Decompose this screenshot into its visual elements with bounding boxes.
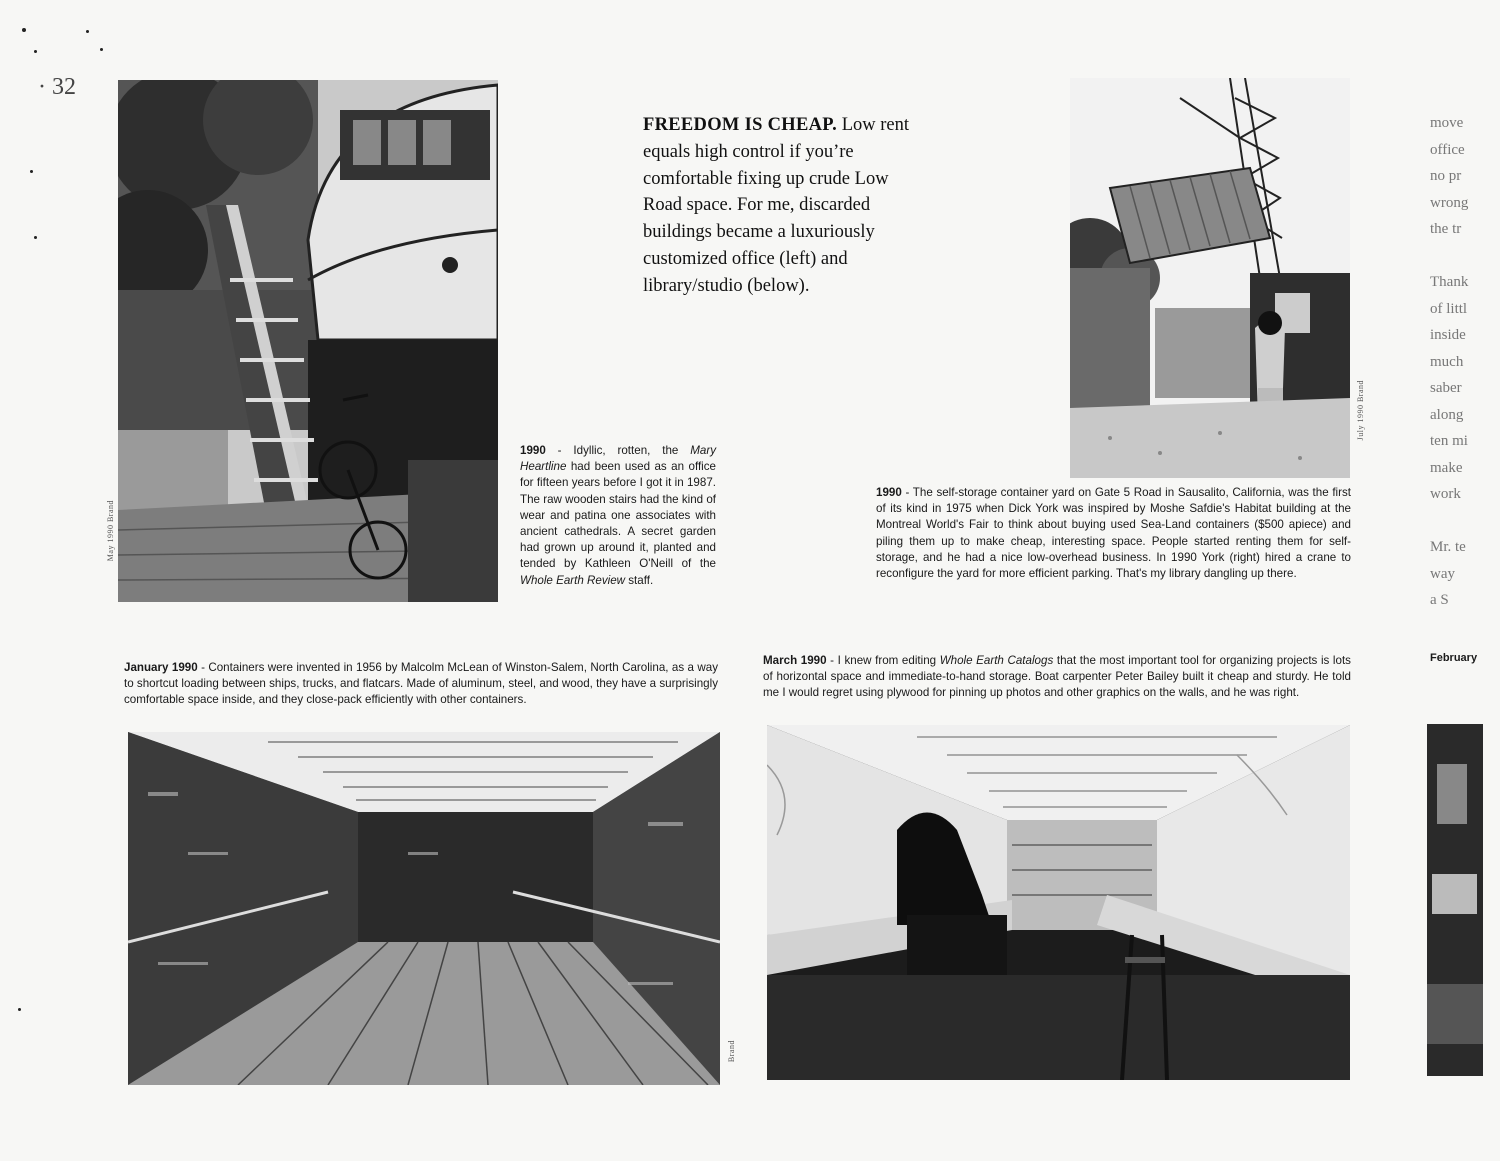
binder-mark (86, 30, 89, 33)
binder-mark (30, 170, 33, 173)
headline: FREEDOM IS CHEAP. Low rent equals high control if you’re comfortable fixing up crude Low Road space. For me, discarded buildings became a luxuriously customized office (left) and library/studio (below). (643, 115, 910, 296)
container-interior-photo (128, 732, 720, 1085)
photo-credit: July 1990 Brand (1356, 380, 1365, 441)
crane-photo (1070, 78, 1350, 478)
caption-library: March 1990 - I knew from editing Whole Earth Catalogs that the most important tool for organizing projects is lots of horizontal space and immediate-to-hand storage. Boat carpenter Peter Bailey built it cheap and sturdy. He told me I would regret using plywood for pinning up photos and other graphics on the walls, and he was right. (763, 654, 1351, 700)
adjacent-page-edge: move office no pr wrong the tr Thank of littl inside much saber along ten mi make work Mr. te way a S (1430, 115, 1469, 608)
caption-boat: 1990 - Idyllic, rotten, the Mary Heartline had been used as an office for fifteen years before I got it in 1987. The raw wooden stairs had the kind of wear and patina one associates with ancient cathedrals. A secret garden had grown up around it, planted and tended by Kathleen O'Neill of the Whole Earth Review staff. (520, 444, 716, 587)
binder-mark (34, 236, 37, 239)
library-interior-photo (767, 725, 1350, 1080)
adjacent-page-photo (1427, 724, 1483, 1076)
adjacent-page-label: February (1430, 652, 1478, 664)
binder-mark (22, 28, 26, 32)
page-number: · 32 (38, 74, 76, 100)
binder-mark (100, 48, 103, 51)
binder-mark (18, 1008, 21, 1011)
headline-lead: FREEDOM IS CHEAP. (643, 115, 838, 135)
photo-credit: May 1990 Brand (106, 500, 115, 562)
caption-crane: 1990 - The self-storage container yard on Gate 5 Road in Sausalito, California, was the first of its kind in 1975 when Dick York was inspired by Moshe Safdie's Habitat building at the Montreal World's Fair to think about buying used Sea-Land containers ($500 apiece) and piling them up to make cheap, interesting space. People started renting them for self-storage, and he had a nice low-overhead business. In 1990 York (right) hired a crane to reconfigure the yard for more efficient parking. That's my library dangling up there. (876, 486, 1352, 581)
binder-mark (34, 50, 37, 53)
houseboat-photo (118, 80, 498, 602)
caption-container: January 1990 - Containers were invented in 1956 by Malcolm McLean of Winston-Salem, North Carolina, as a way to shortcut loading between ships, trucks, and flatcars. Made of aluminum, steel, and wood, they have a surprisingly comfortable space inside, and they close-pack efficiently with other containers. (124, 661, 718, 707)
photo-credit: Brand (727, 1040, 736, 1063)
